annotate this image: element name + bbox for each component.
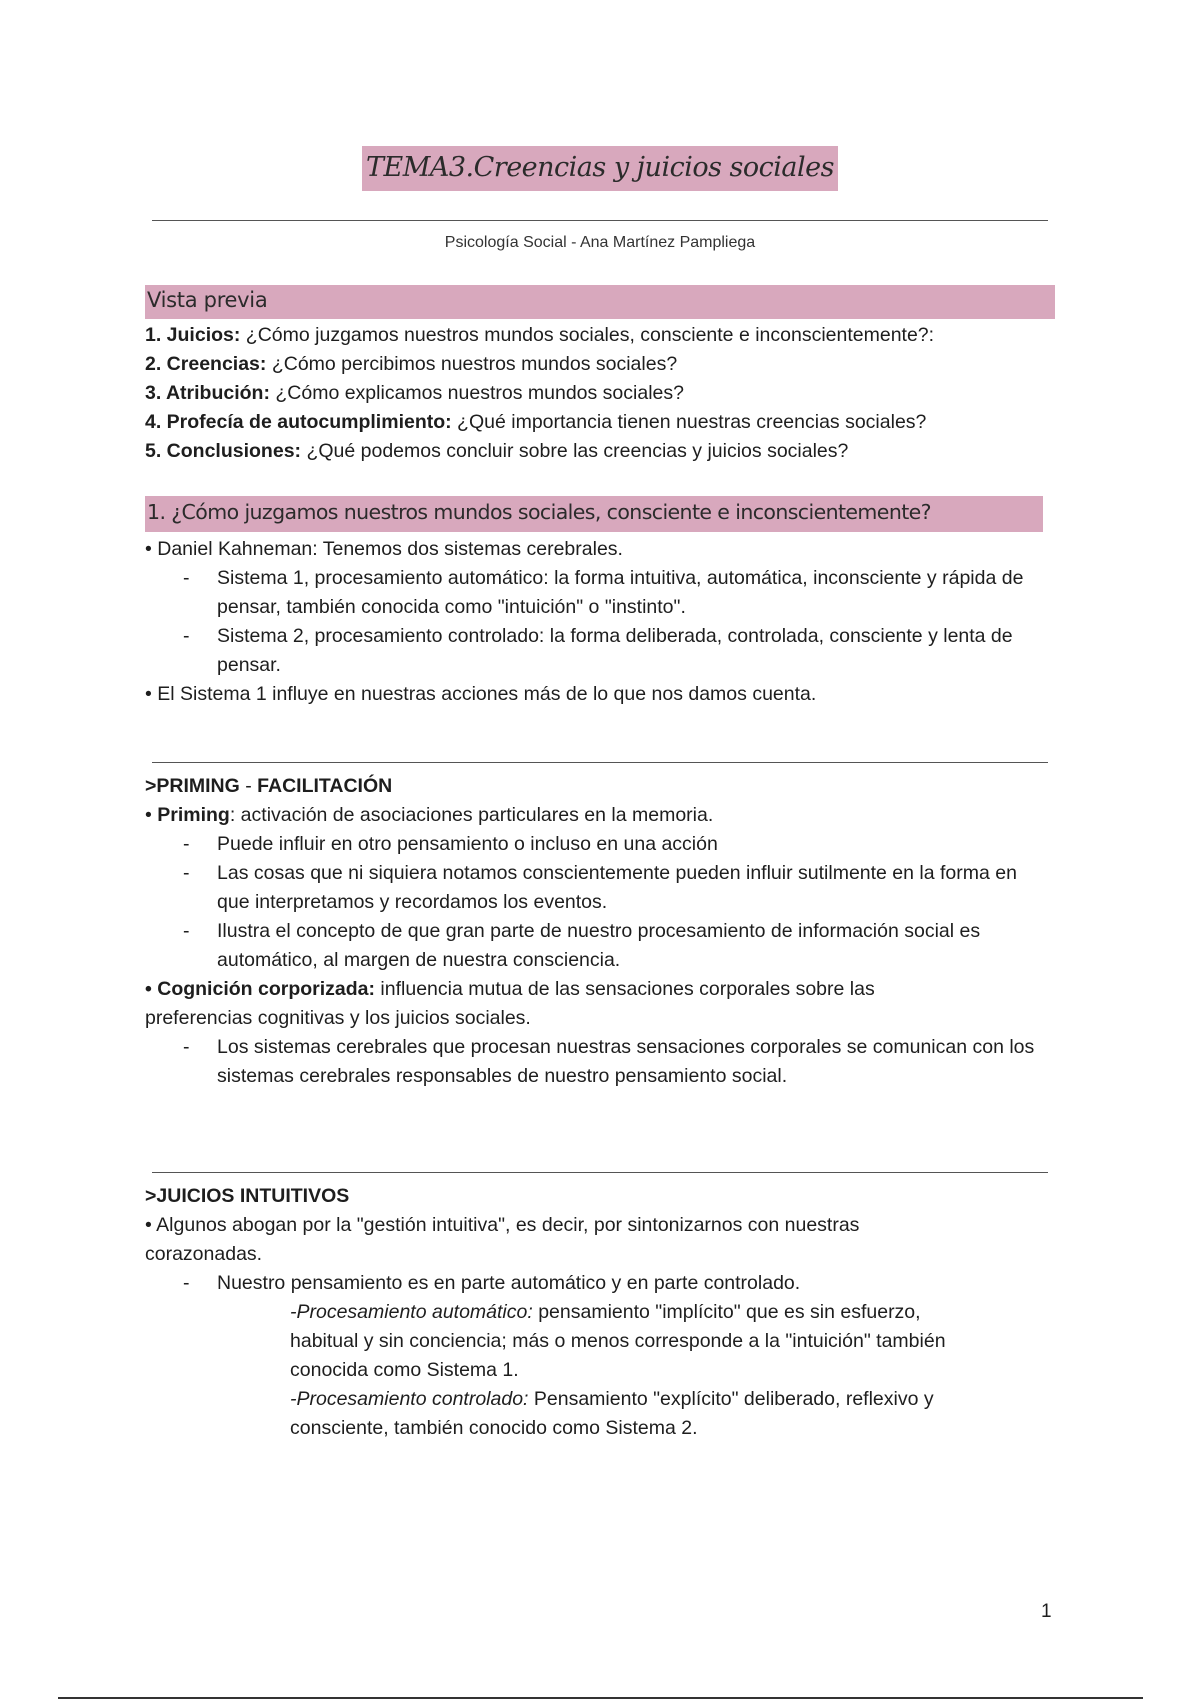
- cognition-bullet: [145, 975, 1050, 1004]
- preview-item-3: [145, 379, 1065, 408]
- priming-heading-b: FACILITACIÓN: [257, 775, 393, 797]
- priming-heading: [145, 772, 1050, 801]
- priming-bullet-text: : activación de asociaciones particulares en la memoria.: [229, 804, 714, 826]
- page-number: 1: [1041, 1601, 1052, 1622]
- priming-dash-2: - Las cosas que ni siquiera notamos conscientemente pueden influir sutilmente en la forma en que interpretamos y recordamos los eventos.: [145, 859, 1050, 917]
- controlled-processing-line-1: [145, 1385, 1050, 1414]
- priming-divider: [152, 762, 1048, 763]
- preview-item-1: [145, 321, 1065, 350]
- preview-item-text: ¿Cómo percibimos nuestros mundos sociales?: [266, 353, 678, 375]
- section1-body: [145, 535, 1050, 709]
- section1-dash-2: - Sistema 2, procesamiento controlado: la forma deliberada, controlada, consciente y lenta de pensar.: [145, 622, 1050, 680]
- intuitive-heading: >JUICIOS INTUITIVOS: [145, 1185, 350, 1207]
- section1-bullet-1: • Daniel Kahneman: Tenemos dos sistemas cerebrales.: [145, 538, 623, 560]
- automatic-processing-line-1: [145, 1298, 1050, 1327]
- intuitive-dash-1: - Nuestro pensamiento es en parte automático y en parte controlado.: [145, 1269, 1050, 1298]
- priming-dash-1: - Puede influir en otro pensamiento o incluso en una acción: [145, 830, 1050, 859]
- preview-item-text: ¿Cómo explicamos nuestros mundos sociales?: [269, 382, 684, 404]
- footer-line: [58, 1697, 1143, 1699]
- priming-bullet-label: Priming: [157, 804, 230, 826]
- page-title: TEMA3.Creencias y juicios sociales: [362, 146, 838, 191]
- cognition-label: • Cognición corporizada:: [145, 978, 376, 1000]
- automatic-processing-line-2: habitual y sin conciencia; más o menos corresponde a la "intuición" también: [290, 1330, 946, 1352]
- priming-heading-a: >PRIMING: [145, 775, 240, 797]
- preview-item-text: ¿Qué podemos concluir sobre las creencias y juicios sociales?: [301, 440, 849, 462]
- priming-dash-3: - Ilustra el concepto de que gran parte de nuestro procesamiento de información social es automático, al margen de nuestra consciencia.: [145, 917, 1050, 975]
- intuitive-bullet-2: corazonadas.: [145, 1243, 263, 1265]
- preview-item-text: ¿Qué importancia tienen nuestras creencias sociales?: [451, 411, 927, 433]
- priming-heading-sep: -: [239, 775, 258, 797]
- automatic-processing-text-1: pensamiento "implícito" que es sin esfuerzo,: [532, 1301, 921, 1323]
- preview-item-5: [145, 437, 1065, 466]
- controlled-processing-line-2: consciente, también conocido como Sistema 2.: [290, 1417, 698, 1439]
- cognition-text-2: preferencias cognitivas y los juicios sociales.: [145, 1007, 531, 1029]
- priming-section: [145, 772, 1050, 1091]
- intuitive-bullet-1: • Algunos abogan por la "gestión intuitiva", es decir, por sintonizarnos con nuestras: [145, 1214, 860, 1236]
- title-container: [0, 146, 1200, 191]
- cognition-text-1: influencia mutua de las sensaciones corporales sobre las: [375, 978, 875, 1000]
- preview-item-text: ¿Cómo juzgamos nuestros mundos sociales, consciente e inconscientemente?:: [240, 324, 935, 346]
- controlled-processing-label: -Procesamiento controlado:: [290, 1388, 529, 1410]
- intuitive-section: [145, 1182, 1050, 1443]
- section1-heading: 1. ¿Cómo juzgamos nuestros mundos sociales, consciente e inconscientemente?: [145, 496, 1043, 532]
- preview-item-label: 5. Conclusiones:: [145, 440, 302, 462]
- preview-item-4: [145, 408, 1065, 437]
- preview-item-label: 3. Atribución:: [145, 382, 270, 404]
- section1-dash-1: - Sistema 1, procesamiento automático: la forma intuitiva, automática, inconsciente y rápida de pensar, también conocida como "intuición" o "instinto".: [145, 564, 1050, 622]
- cognition-dash: - Los sistemas cerebrales que procesan nuestras sensaciones corporales se comunican con los sistemas cerebrales responsables de nuestro pensamiento social.: [145, 1033, 1050, 1091]
- controlled-processing-text-1: Pensamiento "explícito" deliberado, reflexivo y: [528, 1388, 934, 1410]
- preview-item-label: 4. Profecía de autocumplimiento:: [145, 411, 452, 433]
- section1-bullet-2: • El Sistema 1 influye en nuestras acciones más de lo que nos damos cuenta.: [145, 683, 817, 705]
- subtitle: Psicología Social - Ana Martínez Pampliega: [444, 234, 756, 251]
- preview-item-2: [145, 350, 1065, 379]
- preview-list: [145, 321, 1065, 466]
- preview-item-label: 1. Juicios:: [145, 324, 241, 346]
- intuitive-divider: [152, 1172, 1048, 1173]
- automatic-processing-label: -Procesamiento automático:: [290, 1301, 533, 1323]
- automatic-processing-line-3: conocida como Sistema 1.: [290, 1359, 519, 1381]
- priming-bullet-prefix: •: [145, 804, 158, 826]
- preview-item-label: 2. Creencias:: [145, 353, 267, 375]
- preview-heading: Vista previa: [145, 285, 1055, 319]
- priming-bullet: [145, 801, 1050, 830]
- title-divider: [152, 220, 1048, 221]
